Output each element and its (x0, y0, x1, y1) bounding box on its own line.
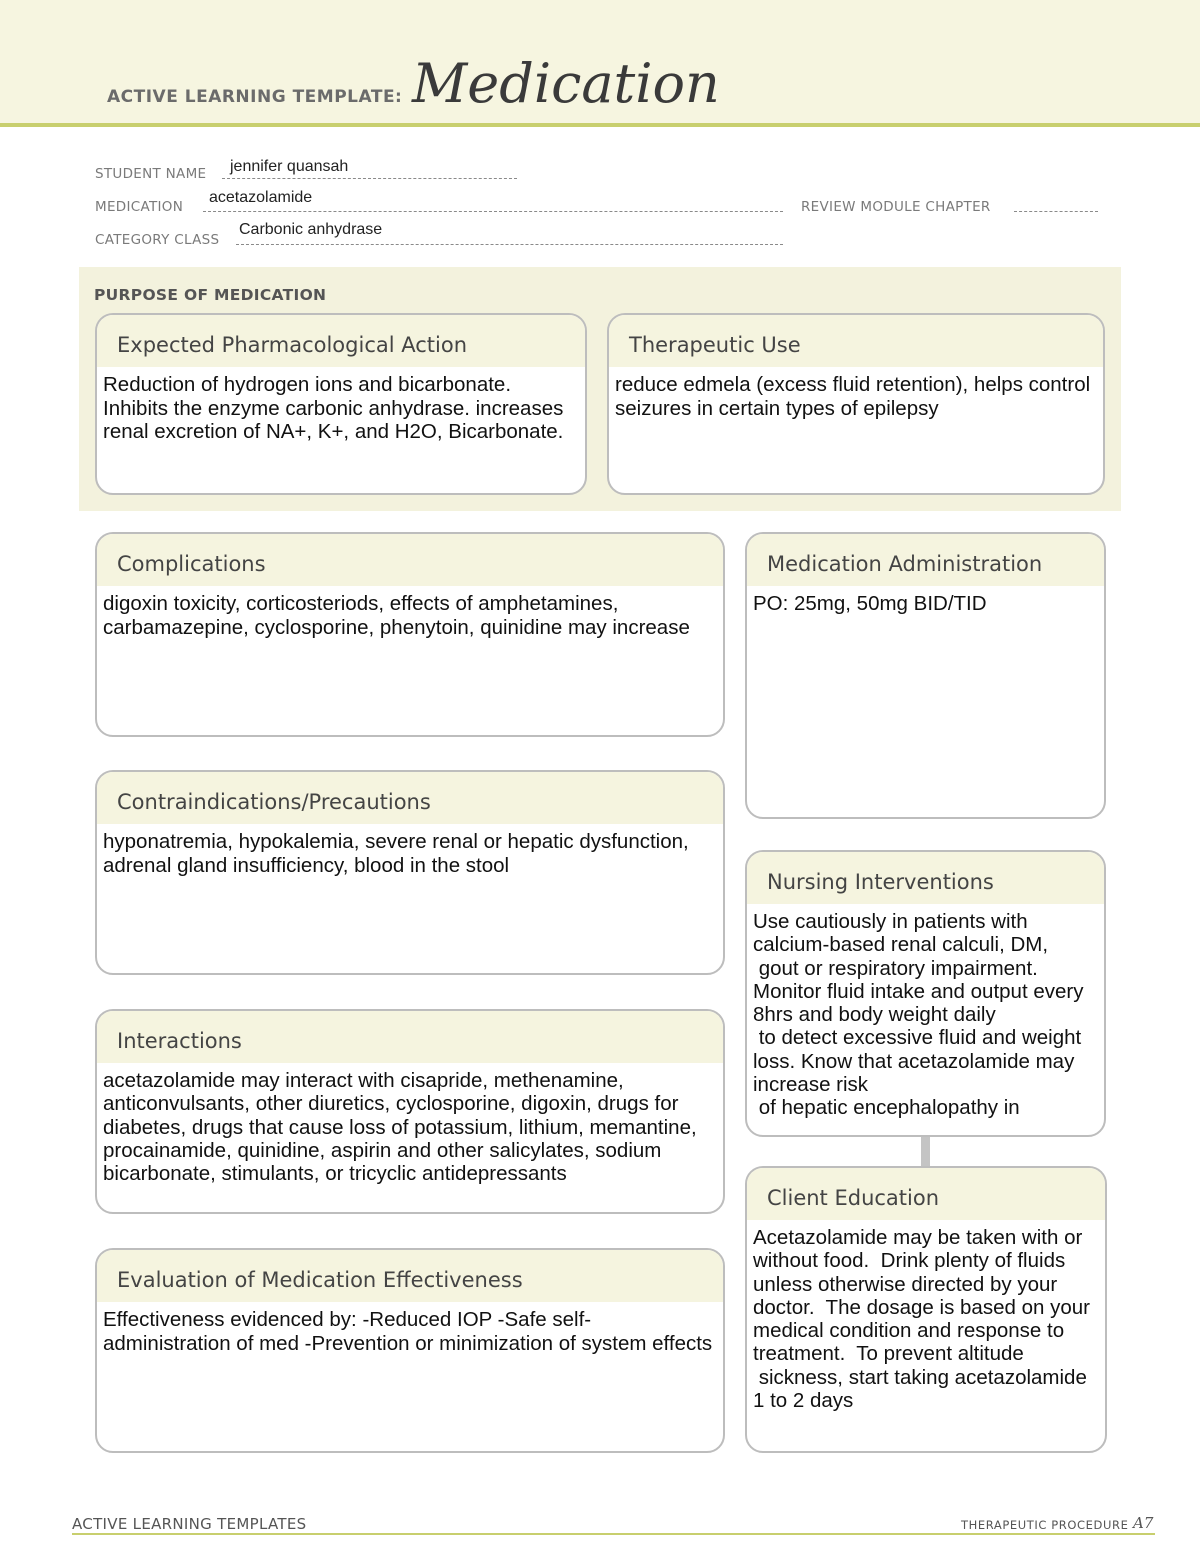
interactions-title: Interactions (117, 1029, 242, 1053)
template-label: ACTIVE LEARNING TEMPLATE: (107, 87, 403, 107)
medication-line (203, 211, 783, 212)
nursing-interventions-header (747, 852, 1104, 904)
contraindications-header (97, 772, 723, 824)
student-name-field[interactable]: jennifer quansah (230, 158, 349, 175)
footer-right-label: THERAPEUTIC PROCEDURE (961, 1518, 1129, 1532)
footer-page-code: A7 (1133, 1514, 1154, 1532)
interactions-card (95, 1009, 725, 1214)
client-education-header (747, 1168, 1105, 1220)
page-title: Medication (412, 52, 720, 115)
evaluation-text[interactable]: Effectiveness evidenced by: -Reduced IOP -Safe self-administration of med -Prevention or minimization of system effects (103, 1308, 713, 1355)
header-divider (0, 123, 1200, 127)
therapeutic-use-card (607, 313, 1105, 495)
evaluation-title: Evaluation of Medication Effectiveness (117, 1268, 523, 1292)
interactions-text[interactable]: acetazolamide may interact with cisapride, methenamine, anticonvulsants, other diuretics, cyclosporine, digoxin, drugs for diabetes, drugs that cause loss of potassium, lithium, memantine, procainamide, quinidine, aspirin and other salicylates, sodium bicarbonate, stimulants, or tricyclic antidepressants (103, 1069, 703, 1186)
complications-title: Complications (117, 552, 266, 576)
medication-label: MEDICATION (95, 199, 184, 215)
nursing-interventions-card (745, 850, 1106, 1137)
administration-text[interactable]: PO: 25mg, 50mg BID/TID (753, 592, 987, 615)
evaluation-card (95, 1248, 725, 1453)
nursing-interventions-text[interactable]: Use cautiously in patients with calcium-based renal calculi, DM, gout or respiratory impairment. Monitor fluid intake and output every 8hrs and body weight daily to detect excessive fluid and weight loss. Know that acetazolamide may increase risk of hepatic encephalopathy in (753, 910, 1084, 1120)
client-education-card (745, 1166, 1107, 1453)
contraindications-title: Contraindications/Precautions (117, 790, 431, 814)
expected-action-header (97, 315, 585, 367)
category-class-field[interactable]: Carbonic anhydrase (239, 221, 383, 238)
complications-text[interactable]: digoxin toxicity, corticosteriods, effects of amphetamines, carbamazepine, cyclosporine, phenytoin, quinidine may increase (103, 592, 690, 639)
therapeutic-use-header (609, 315, 1103, 367)
student-name-label: STUDENT NAME (95, 166, 207, 182)
nursing-interventions-title: Nursing Interventions (767, 870, 994, 894)
client-education-text[interactable]: Acetazolamide may be taken with or without food. Drink plenty of fluids unless otherwise directed by your doctor. The dosage is based on your medical condition and response to treatment. To prevent altitude sickness, start taking acetazolamide 1 to 2 days (753, 1226, 1090, 1413)
contraindications-text[interactable]: hyponatremia, hypokalemia, severe renal or hepatic dysfunction, adrenal gland insufficiency, blood in the stool (103, 830, 695, 877)
expected-action-title: Expected Pharmacological Action (117, 333, 468, 357)
client-education-title: Client Education (767, 1186, 940, 1210)
administration-title: Medication Administration (767, 552, 1043, 576)
therapeutic-use-text[interactable]: reduce edmela (excess fluid retention), helps control seizures in certain types of epilepsy (615, 373, 1096, 420)
evaluation-header (97, 1250, 723, 1302)
administration-header (747, 534, 1104, 586)
medication-field[interactable]: acetazolamide (209, 189, 313, 206)
footer-divider (72, 1533, 1155, 1535)
expected-action-card (95, 313, 587, 495)
contraindications-card (95, 770, 725, 975)
footer-left-label: ACTIVE LEARNING TEMPLATES (72, 1515, 307, 1533)
purpose-title: PURPOSE OF MEDICATION (94, 286, 327, 304)
student-name-line (222, 178, 517, 179)
card-connector (921, 1137, 930, 1167)
category-class-label: CATEGORY CLASS (95, 232, 220, 248)
review-module-label: REVIEW MODULE CHAPTER (801, 199, 991, 215)
therapeutic-use-title: Therapeutic Use (629, 333, 801, 357)
interactions-header (97, 1011, 723, 1063)
complications-header (97, 534, 723, 586)
review-module-line (1014, 211, 1098, 212)
complications-card (95, 532, 725, 737)
expected-action-text[interactable]: Reduction of hydrogen ions and bicarbonate. Inhibits the enzyme carbonic anhydrase. increases renal excretion of NA+, K+, and H2O, Bicarbonate. (103, 373, 570, 443)
category-class-line (236, 244, 783, 245)
administration-card (745, 532, 1106, 819)
